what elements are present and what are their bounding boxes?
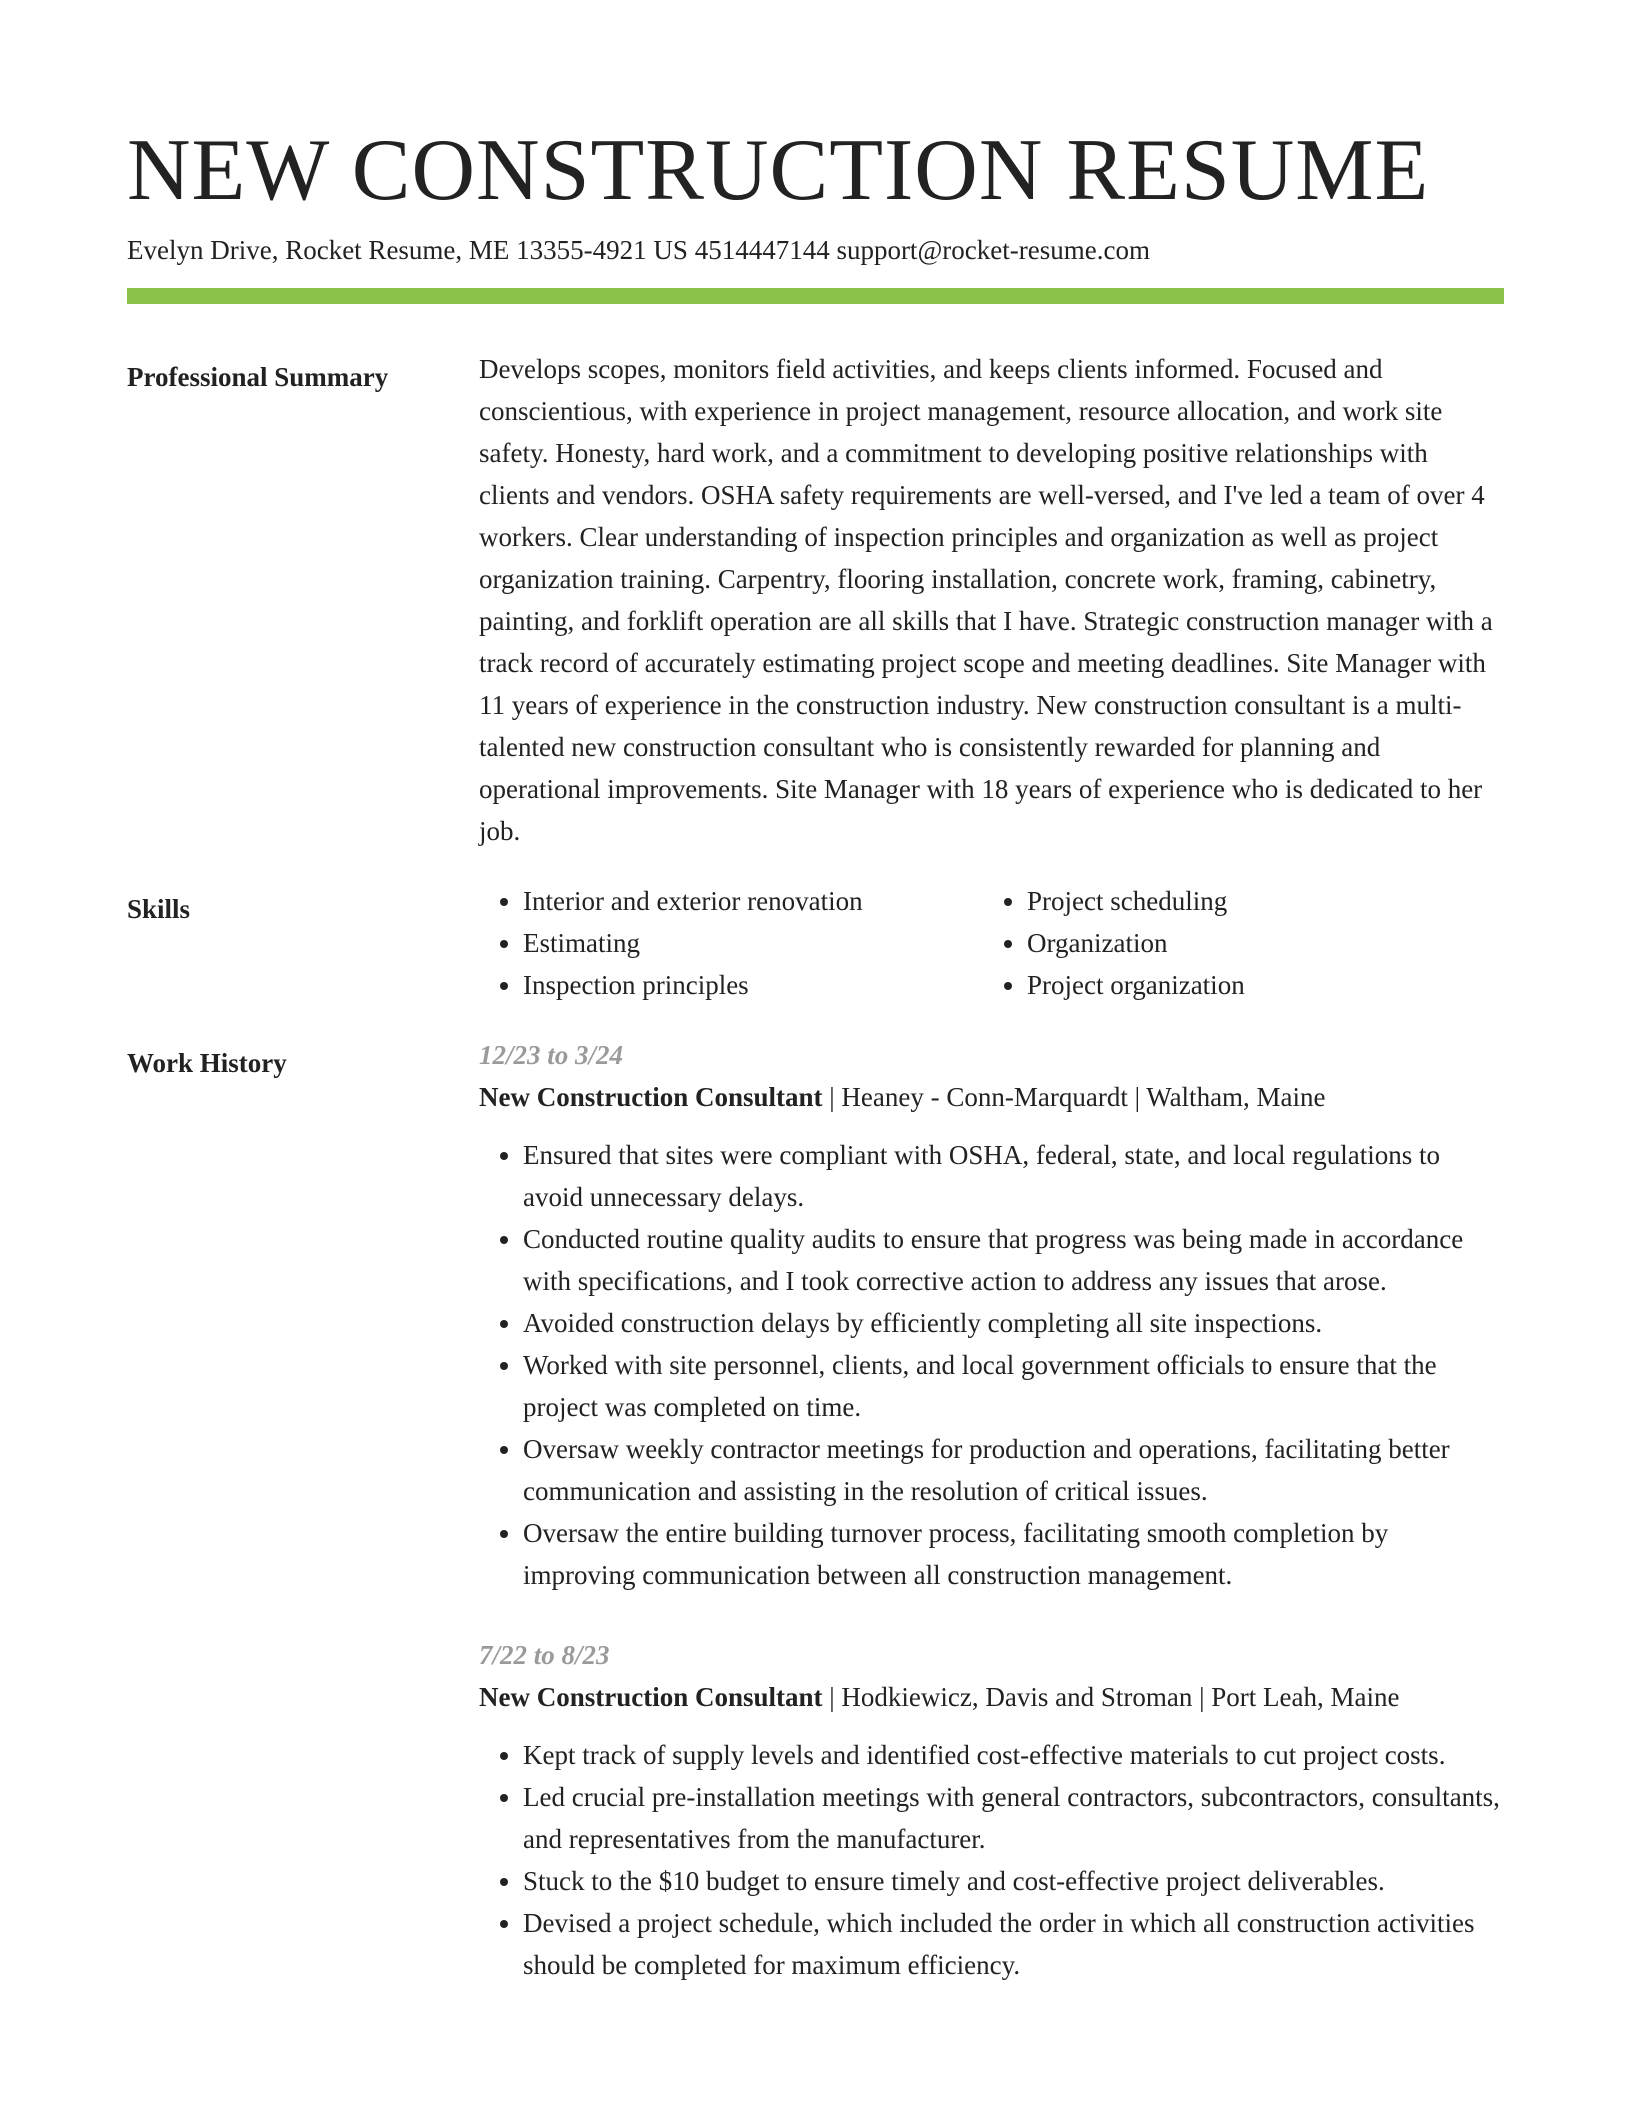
- summary-text: Develops scopes, monitors field activities, and keeps clients informed. Focused and conscientious, with experience in project management, resource allocation, and work site safety. Honesty, hard work, and a commitment to developing positive relationships with clients and vendors. OSHA safety requirements are well-versed, and I've led a team of over 4 workers. Clear understanding of inspection principles and organization as well as project organization training. Carpentry, flooring installation, concrete work, framing, cabinetry, painting, and forklift operation are all skills that I have. Strategic construction manager with a track record of accurately estimating project scope and meeting deadlines. Site Manager with 11 years of experience in the construction industry. New construction consultant is a multi-talented new construction consultant who is consistently rewarded for planning and operational improvements. Site Manager with 18 years of experience who is dedicated to her job.: [479, 354, 1493, 846]
- contact-phone: 4514447144: [694, 235, 830, 265]
- work-history-body: [479, 1042, 1504, 1986]
- job-role: New Construction Consultant: [479, 1682, 823, 1712]
- job-bullet: • Led crucial pre-installation meetings with general contractors, subcontractors, consultants, and representatives from the manufacturer.: [523, 1776, 1504, 1860]
- skills-body: [479, 888, 1504, 1006]
- job-bullet: • Ensured that sites were compliant with OSHA, federal, state, and local regulations to avoid unnecessary delays.: [523, 1134, 1504, 1218]
- skill-item: • Project scheduling: [1027, 880, 1487, 922]
- resume-title: NEW CONSTRUCTION RESUME: [127, 122, 1430, 219]
- job-bullets: [479, 1134, 1504, 1596]
- job-heading: [479, 1076, 1504, 1118]
- skill-item: • Project organization: [1027, 964, 1487, 1006]
- summary-body: [479, 356, 1504, 852]
- contact-line: [127, 232, 1504, 268]
- job-dates: 12/23 to 3/24: [479, 1040, 624, 1070]
- job-bullets: [479, 1734, 1504, 1986]
- job-bullet: • Worked with site personnel, clients, and local government officials to ensure that the project was completed on time.: [523, 1344, 1504, 1428]
- skill-item: • Interior and exterior renovation: [523, 880, 983, 922]
- skill-item: • Inspection principles: [523, 964, 983, 1006]
- work-history-heading: Work History: [127, 1048, 287, 1078]
- skills-list-left: [479, 880, 983, 1006]
- skill-item: • Estimating: [523, 922, 983, 964]
- job-bullet: • Devised a project schedule, which included the order in which all construction activities should be completed for maximum efficiency.: [523, 1902, 1504, 1986]
- job-bullet: • Oversaw the entire building turnover process, facilitating smooth completion by improving communication between all construction management.: [523, 1512, 1504, 1596]
- skill-item: • Organization: [1027, 922, 1487, 964]
- job-bullet: • Oversaw weekly contractor meetings for production and operations, facilitating better communication and assisting in the resolution of critical issues.: [523, 1428, 1504, 1512]
- job-heading: [479, 1676, 1504, 1718]
- job-role: New Construction Consultant: [479, 1082, 823, 1112]
- job-bullet: • Kept track of supply levels and identified cost-effective materials to cut project costs.: [523, 1734, 1504, 1776]
- skills-section: [127, 888, 1504, 1006]
- header-divider: [127, 288, 1504, 304]
- job-entry: [479, 1634, 1504, 1986]
- job-details: | Hodkiewicz, Davis and Stroman | Port Leah, Maine: [822, 1682, 1400, 1712]
- skills-list-right: [983, 880, 1487, 1006]
- contact-email: support@rocket-resume.com: [836, 235, 1150, 265]
- contact-address: Evelyn Drive, Rocket Resume, ME 13355-4921 US: [127, 235, 688, 265]
- job-bullet: • Stuck to the $10 budget to ensure timely and cost-effective project deliverables.: [523, 1860, 1504, 1902]
- job-details: | Heaney - Conn-Marquardt | Waltham, Maine: [822, 1082, 1326, 1112]
- skills-columns: [479, 880, 1504, 1006]
- skills-heading: Skills: [127, 894, 191, 924]
- job-bullet: • Avoided construction delays by efficiently completing all site inspections.: [523, 1302, 1504, 1344]
- summary-heading: Professional Summary: [127, 362, 389, 392]
- summary-section: [127, 356, 1504, 852]
- work-history-section: [127, 1042, 1504, 1986]
- job-bullet: • Conducted routine quality audits to ensure that progress was being made in accordance with specifications, and I took corrective action to address any issues that arose.: [523, 1218, 1504, 1302]
- job-dates: 7/22 to 8/23: [479, 1640, 610, 1670]
- resume-page: [127, 118, 1504, 1986]
- job-entry: [479, 1034, 1504, 1596]
